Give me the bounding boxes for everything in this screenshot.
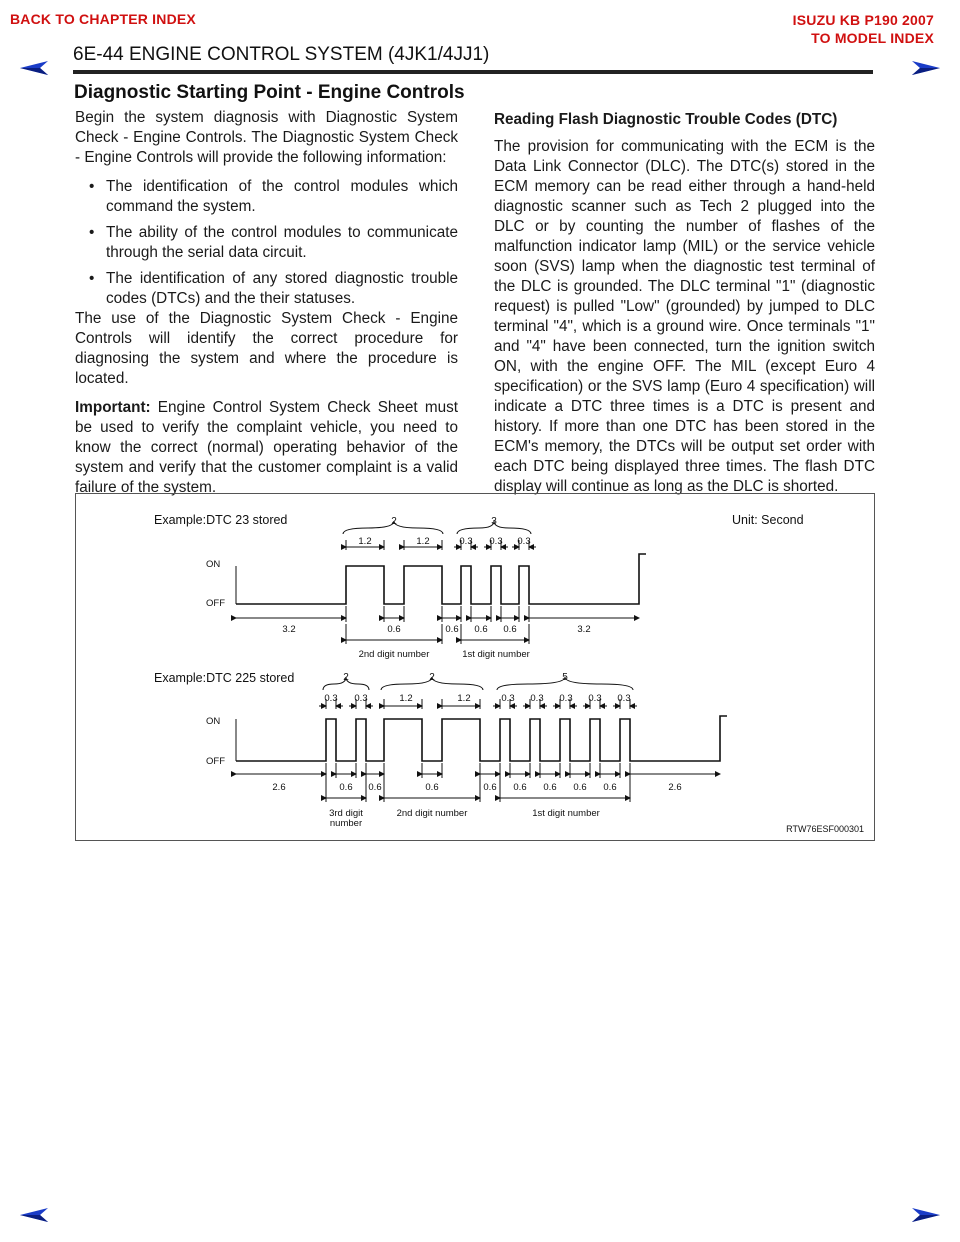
dtc225-off-9: 0.6 <box>603 782 617 793</box>
dtc225-2nd-digit-label: 2nd digit number <box>396 808 468 819</box>
flash-dtc-subtitle: Reading Flash Diagnostic Trouble Codes (DTC) <box>494 111 838 128</box>
dtc23-off-1: 3.2 <box>282 624 296 635</box>
dtc23-off-5: 0.6 <box>503 624 517 635</box>
dtc225-on-6: 0.3 <box>530 693 544 704</box>
dtc23-on-5: 0.3 <box>517 536 531 547</box>
dtc23-on-2: 1.2 <box>416 536 430 547</box>
important-paragraph <box>75 398 458 498</box>
dtc23-off-2: 0.6 <box>387 624 401 635</box>
dtc225-group-a: 2 <box>343 672 349 683</box>
dtc225-off-7: 0.6 <box>543 782 557 793</box>
header-rule <box>73 70 873 74</box>
dtc225-off-label: OFF <box>206 756 225 767</box>
page-header: 6E-44 ENGINE CONTROL SYSTEM (4JK1/4JJ1) <box>73 44 490 65</box>
dtc225-off-1: 2.6 <box>272 782 286 793</box>
dtc225-off-4: 0.6 <box>425 782 439 793</box>
dtc23-off-label: OFF <box>206 598 225 609</box>
dtc23-on-1: 1.2 <box>358 536 372 547</box>
dtc225-on-1: 0.3 <box>324 693 338 704</box>
dtc225-on-8: 0.3 <box>588 693 602 704</box>
dtc225-off-8: 0.6 <box>573 782 587 793</box>
dtc23-off-6: 3.2 <box>577 624 591 635</box>
dtc225-on-9: 0.3 <box>617 693 631 704</box>
bullet-item: • The identification of any stored diagnostic trouble codes (DTCs) and the their statuses. <box>89 270 458 307</box>
left-column <box>75 108 458 507</box>
unit-label: Unit: Second <box>732 513 804 527</box>
usage-paragraph: The use of the Diagnostic System Check - Engine Controls will identify the correct procedure for diagnosing the system and where the procedure is located. <box>75 310 458 387</box>
dtc225-on-3: 1.2 <box>399 693 413 704</box>
dtc225-on-2: 0.3 <box>354 693 368 704</box>
dtc23-on-label: ON <box>206 559 221 570</box>
flash-dtc-paragraph: The provision for communicating with the ECM is the Data Link Connector (DLC). The DTC(s) stored in the ECM memory can be read either through a hand-held diagnostic scanner such as Tech 2 plugged into the DLC or by counting the number of flashes of the malfunction indicator lamp (MIL) or the service vehicle soon (SVS) lamp when the diagnostic test terminal of the DLC is grounded. The DLC terminal "1" (diagnostic request) is pulled "Low" (grounded) by jumped to DLC terminal "4", which is a ground wire. Once terminals "1" and "4" have been connected, turn the ignition switch ON, with the engine OFF. The MIL (except Euro 4 specification) or the SVS lamp (Euro 4 specification) will indicate a DTC three times is a DTC is present and history. If more than one DTC has been stored in the ECM's memory, the DTCs will be output set order with each DTC being displayed three times. The flash DTC display will continue as long as the DLC is shorted. <box>494 138 875 495</box>
dtc225-waveform <box>236 716 727 761</box>
section-title: Diagnostic Starting Point - Engine Controls <box>74 82 465 103</box>
dtc225-group-b: 2 <box>429 672 435 683</box>
dtc23-1st-digit-label: 1st digit number <box>462 649 530 660</box>
dtc225-on-7: 0.3 <box>559 693 573 704</box>
prev-page-arrow-icon[interactable] <box>18 59 50 77</box>
dtc23-2nd-digit-label: 2nd digit number <box>358 649 430 660</box>
dtc225-on-4: 1.2 <box>457 693 471 704</box>
dtc23-on-3: 0.3 <box>459 536 473 547</box>
right-column <box>494 110 875 506</box>
dtc225-off-5: 0.6 <box>483 782 497 793</box>
dtc225-group-c: 5 <box>562 672 568 683</box>
to-model-index[interactable]: TO MODEL INDEX <box>811 30 934 46</box>
dtc225-on-5: 0.3 <box>501 693 515 704</box>
intro-paragraph: Begin the system diagnosis with Diagnostic System Check - Engine Controls. The Diagnostic System Check - Engine Controls will provide the following information: <box>75 109 458 166</box>
next-page-arrow-icon[interactable] <box>910 59 942 77</box>
bullet-item: • The identification of the control modules which command the system. <box>89 178 458 215</box>
important-label: Important: <box>75 399 151 416</box>
dtc225-title: Example:DTC 225 stored <box>154 671 295 685</box>
dtc225-on-label: ON <box>206 716 221 727</box>
dtc225-3rd-digit-label-line2: number <box>329 818 363 829</box>
dtc23-group-2: 2 <box>391 516 397 527</box>
bullet-item: • The ability of the control modules to communicate through the serial data circuit. <box>89 224 458 261</box>
dtc23-off-3: 0.6 <box>445 624 459 635</box>
dtc225-off-2: 0.6 <box>339 782 353 793</box>
flash-code-diagram <box>75 493 875 841</box>
dtc23-off-4: 0.6 <box>474 624 488 635</box>
dtc225-1st-digit-label: 1st digit number <box>532 808 600 819</box>
dtc23-waveform <box>236 554 646 604</box>
model-index-link[interactable] <box>793 11 934 47</box>
model-title[interactable]: ISUZU KB P190 2007 <box>792 12 934 28</box>
dtc225-off-3: 0.6 <box>368 782 382 793</box>
dtc23-group-3: 3 <box>491 516 497 527</box>
back-to-chapter-index-link[interactable]: BACK TO CHAPTER INDEX <box>10 11 196 27</box>
flash-code-timing-svg <box>76 494 876 842</box>
dtc225-off-6: 0.6 <box>513 782 527 793</box>
dtc225-3rd-digit-label-line1: 3rd digit <box>329 808 363 819</box>
important-text: Engine Control System Check Sheet must be used to verify the complaint vehicle, you need to know the correct (normal) operating behavior of the system and verify that the customer complaint is a valid failure of the system. <box>75 399 458 496</box>
figure-id: RTW76ESF000301 <box>786 824 864 834</box>
prev-page-bottom-arrow-icon[interactable] <box>18 1206 50 1224</box>
next-page-bottom-arrow-icon[interactable] <box>910 1206 942 1224</box>
dtc23-title: Example:DTC 23 stored <box>154 513 288 527</box>
dtc23-on-4: 0.3 <box>489 536 503 547</box>
dtc225-off-10: 2.6 <box>668 782 682 793</box>
